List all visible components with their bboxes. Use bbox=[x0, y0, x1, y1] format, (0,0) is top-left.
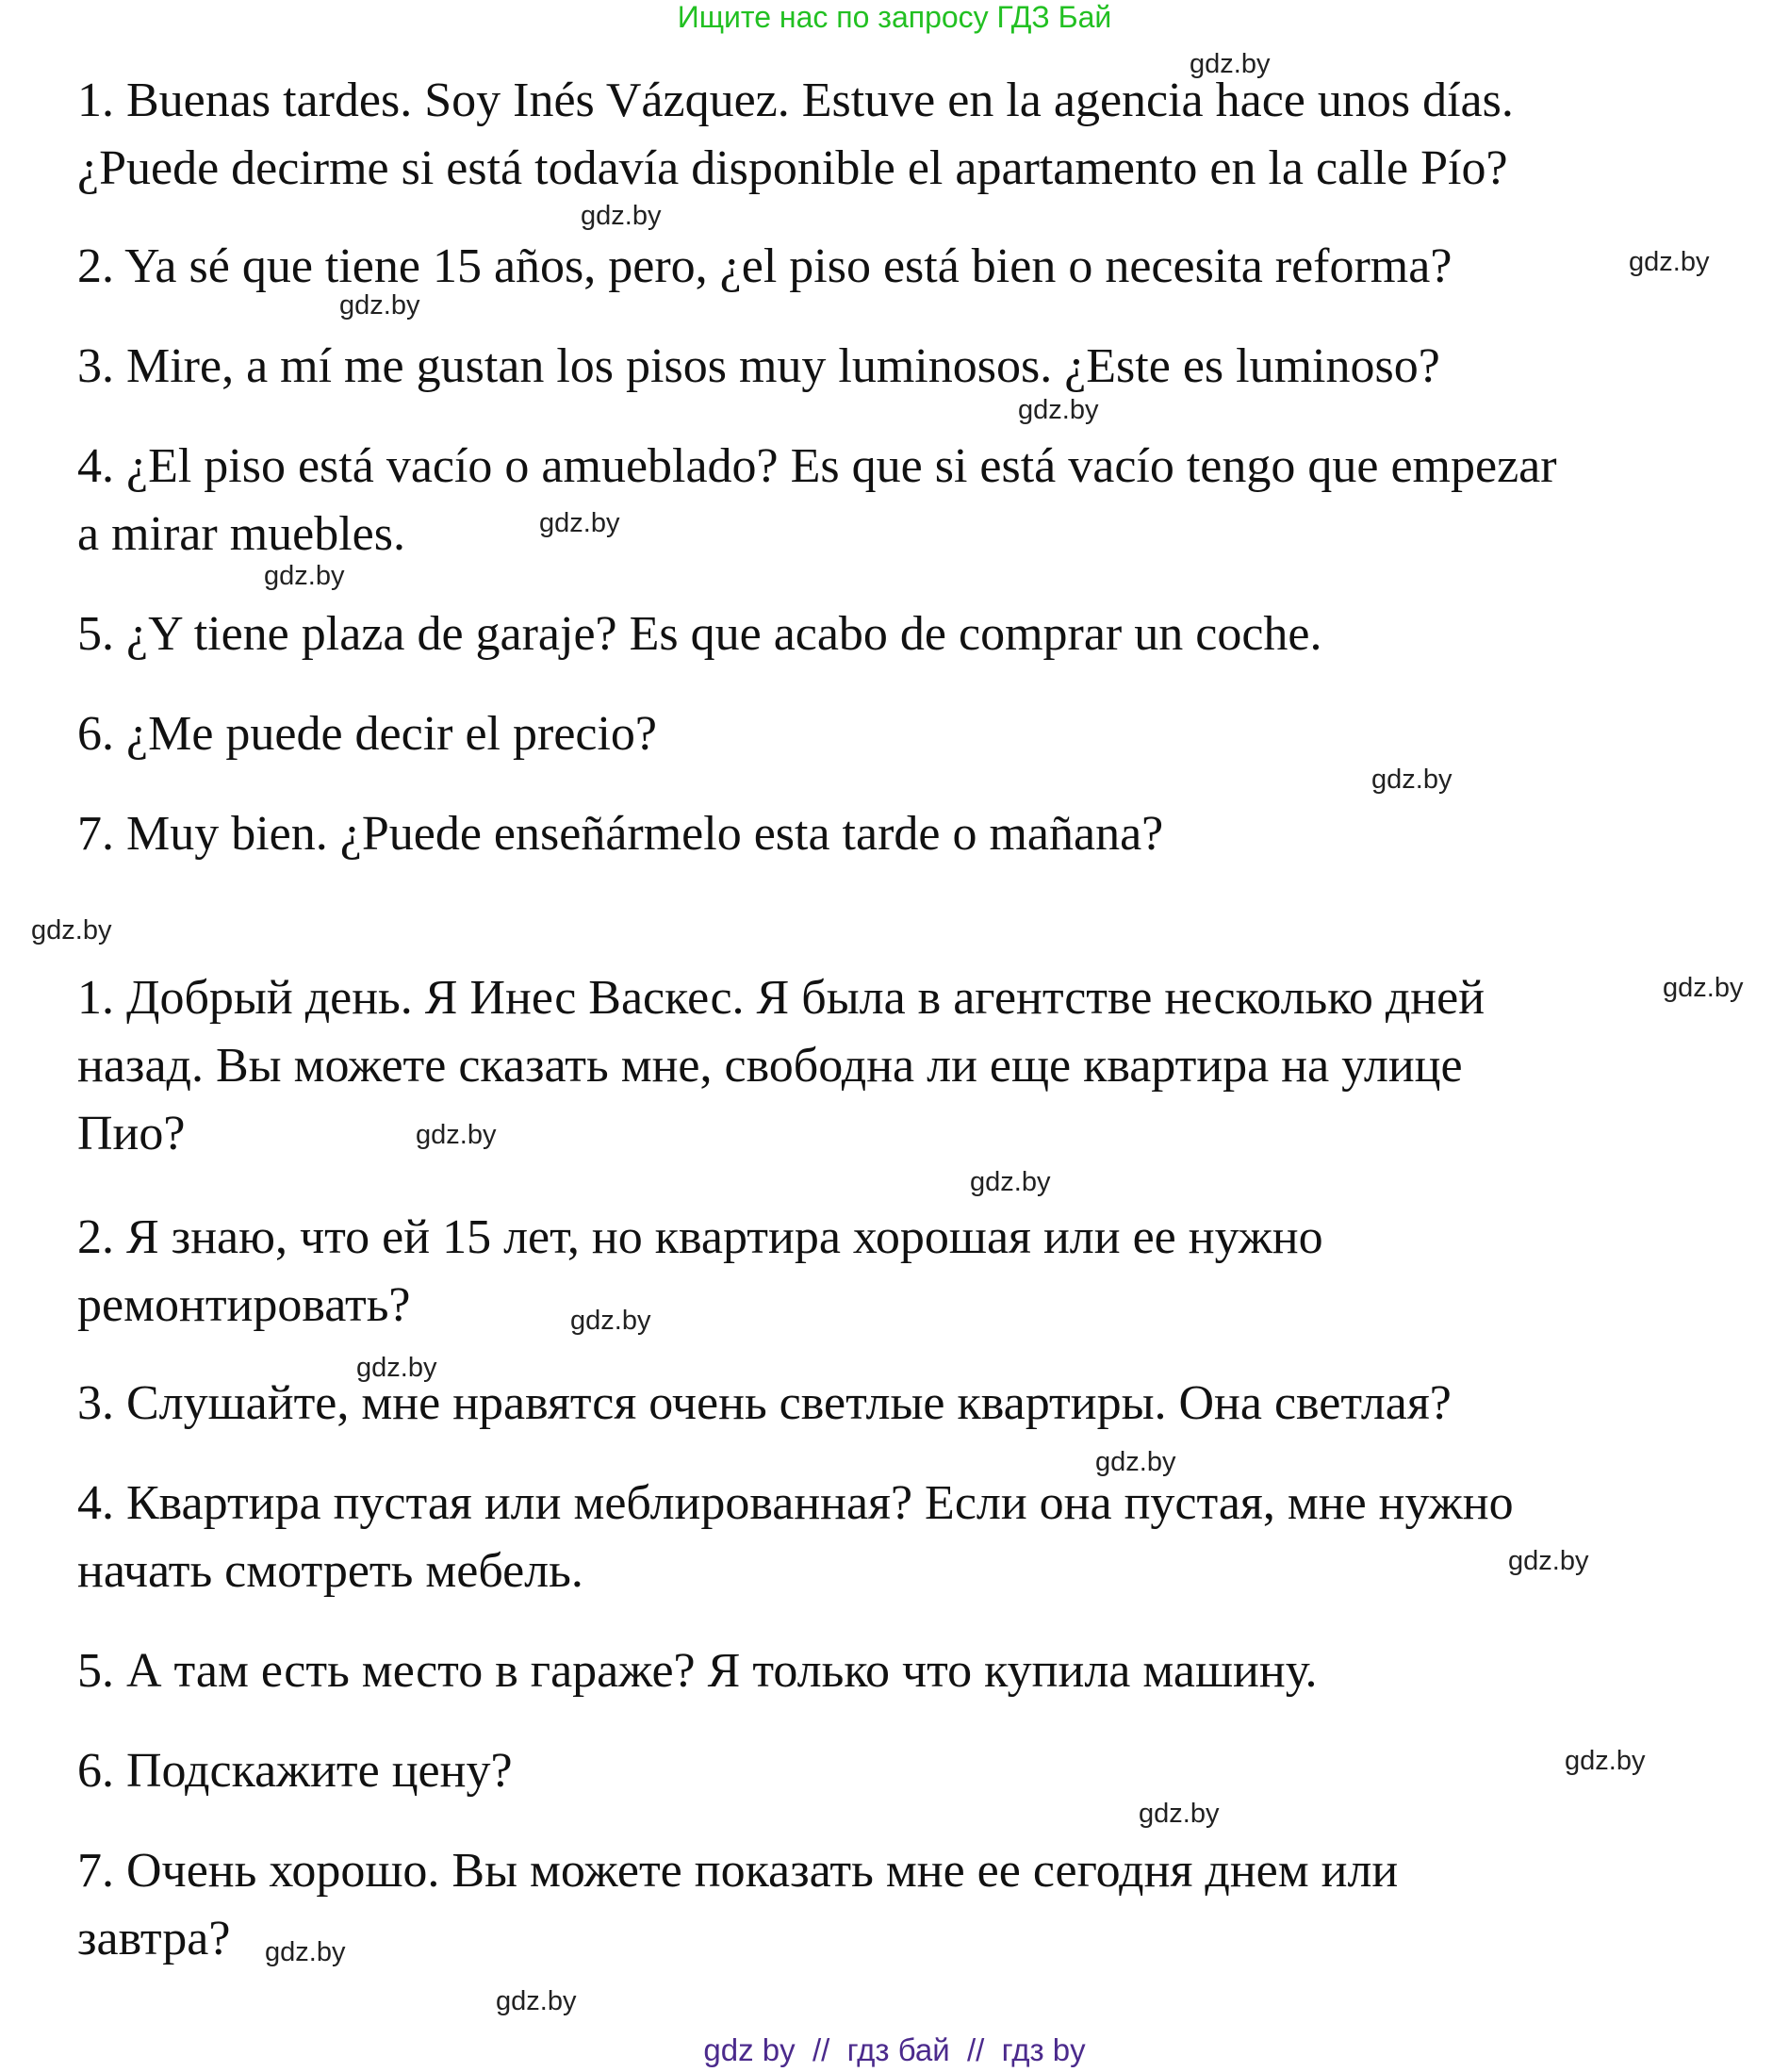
search-hint-link[interactable]: Ищите нас по запросу ГДЗ Бай bbox=[677, 0, 1112, 34]
watermark: gdz.by bbox=[539, 508, 620, 538]
spanish-line-2: 2. Ya sé que tiene 15 años, pero, ¿el piso está bien o necesita reforma? bbox=[77, 239, 1453, 293]
russian-line-7b: завтра? bbox=[77, 1912, 231, 1965]
watermark: gdz.by bbox=[356, 1353, 437, 1383]
watermark: gdz.by bbox=[1629, 247, 1710, 277]
watermark: gdz.by bbox=[264, 561, 345, 591]
watermark: gdz.by bbox=[1190, 49, 1271, 79]
watermark: gdz.by bbox=[339, 290, 420, 321]
watermark: gdz.by bbox=[570, 1306, 651, 1336]
russian-line-2b: ремонтировать? bbox=[77, 1278, 411, 1332]
russian-line-2a: 2. Я знаю, что ей 15 лет, но квартира хорошая или ее нужно bbox=[77, 1210, 1323, 1264]
watermark: gdz.by bbox=[1095, 1447, 1176, 1477]
watermark: gdz.by bbox=[970, 1167, 1051, 1197]
russian-line-3: 3. Слушайте, мне нравятся очень светлые квартиры. Она светлая? bbox=[77, 1376, 1452, 1430]
spanish-line-7: 7. Muy bien. ¿Puede enseñármelo esta tarde o mañana? bbox=[77, 807, 1164, 861]
spanish-line-4b: a mirar muebles. bbox=[77, 507, 405, 561]
russian-line-1b: назад. Вы можете сказать мне, свободна ли еще квартира на улице bbox=[77, 1039, 1463, 1093]
spanish-line-5: 5. ¿Y tiene plaza de garaje? Es que acabo de comprar un coche. bbox=[77, 607, 1322, 661]
watermark: gdz.by bbox=[1018, 395, 1099, 425]
russian-line-4a: 4. Квартира пустая или меблированная? Если она пустая, мне нужно bbox=[77, 1476, 1514, 1530]
russian-line-6: 6. Подскажите цену? bbox=[77, 1744, 513, 1798]
russian-line-5: 5. А там есть место в гараже? Я только что купила машину. bbox=[77, 1644, 1318, 1698]
watermark: gdz.by bbox=[31, 915, 112, 946]
watermark: gdz.by bbox=[1565, 1746, 1646, 1776]
watermark: gdz.by bbox=[265, 1937, 346, 1967]
russian-line-1c: Пио? bbox=[77, 1107, 186, 1160]
russian-line-1a: 1. Добрый день. Я Инес Васкес. Я была в агентстве несколько дней bbox=[77, 971, 1485, 1025]
watermark: gdz.by bbox=[1371, 765, 1453, 795]
watermark: gdz.by bbox=[1508, 1546, 1589, 1576]
spanish-line-1b: ¿Puede decirme si está todavía disponible el apartamento en la calle Pío? bbox=[77, 141, 1508, 195]
russian-line-4b: начать смотреть мебель. bbox=[77, 1544, 583, 1598]
spanish-line-4a: 4. ¿El piso está vacío o amueblado? Es que si está vacío tengo que empezar bbox=[77, 439, 1557, 493]
russian-line-7a: 7. Очень хорошо. Вы можете показать мне ее сегодня днем или bbox=[77, 1844, 1399, 1898]
footer-links[interactable]: gdz by // гдз бай // гдз by bbox=[703, 2032, 1086, 2067]
watermark: gdz.by bbox=[581, 201, 662, 231]
spanish-line-3: 3. Mire, a mí me gustan los pisos muy luminosos. ¿Este es luminoso? bbox=[77, 339, 1440, 393]
watermark: gdz.by bbox=[1663, 973, 1744, 1003]
watermark: gdz.by bbox=[416, 1120, 497, 1150]
watermark: gdz.by bbox=[496, 1986, 577, 2016]
spanish-line-6: 6. ¿Me puede decir el precio? bbox=[77, 707, 658, 761]
watermark: gdz.by bbox=[1139, 1799, 1220, 1829]
spanish-line-1a: 1. Buenas tardes. Soy Inés Vázquez. Estuve en la agencia hace unos días. bbox=[77, 74, 1514, 127]
